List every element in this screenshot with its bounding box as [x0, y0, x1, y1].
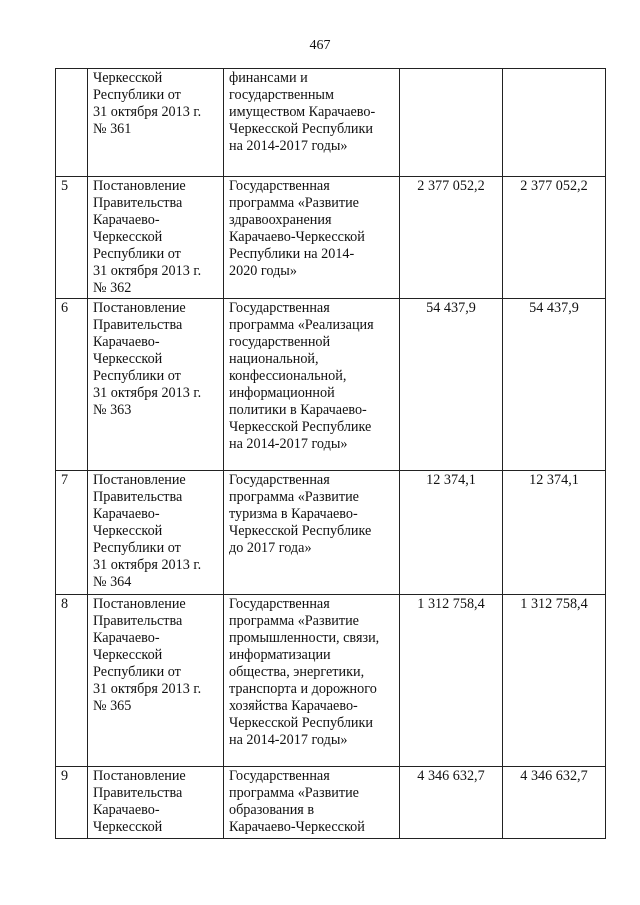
row-number-cell: 9: [56, 767, 88, 839]
legal-act-line: Карачаево-: [93, 212, 160, 228]
program-line: национальной,: [229, 351, 319, 367]
legal-act-line: Правительства: [93, 613, 183, 629]
page-number: 467: [309, 38, 331, 53]
program-cell: [224, 299, 400, 471]
program-line: Черкесской Республики: [229, 121, 373, 137]
legal-act-cell: [88, 299, 224, 471]
program-line: государственной: [229, 334, 331, 350]
legal-act-line: Постановление: [93, 472, 186, 488]
program-line: информационной: [229, 385, 335, 401]
amount-cell: 2 377 052,2: [503, 177, 606, 299]
legal-act-line: № 361: [93, 121, 132, 137]
program-cell: [224, 177, 400, 299]
program-line: Черкесской Республике: [229, 523, 372, 539]
legal-act-line: Правительства: [93, 195, 183, 211]
program-line: хозяйства Карачаево-: [229, 698, 358, 714]
legal-act-cell: [88, 595, 224, 767]
table-row: [56, 69, 606, 177]
amount-cell: 1 312 758,4: [503, 595, 606, 767]
legal-act-line: Черкесской: [93, 523, 163, 539]
program-line: промышленности, связи,: [229, 630, 380, 646]
program-cell: [224, 595, 400, 767]
program-line: на 2014-2017 годы»: [229, 732, 348, 748]
amount-cell: 12 374,1: [400, 471, 503, 595]
legal-act-line: Республики от: [93, 540, 181, 556]
legal-act-cell: [88, 767, 224, 839]
program-line: информатизации: [229, 647, 331, 663]
legal-act-line: 31 октября 2013 г.: [93, 557, 202, 573]
legal-act-cell: [88, 471, 224, 595]
program-cell: [224, 767, 400, 839]
table-row: [56, 177, 606, 299]
legal-act-line: Черкесской: [93, 70, 163, 86]
amount-cell: [400, 69, 503, 177]
legal-act-line: Карачаево-: [93, 506, 160, 522]
legal-act-line: Правительства: [93, 317, 183, 333]
legal-act-line: 31 октября 2013 г.: [93, 104, 202, 120]
table-body: [56, 69, 606, 839]
program-line: до 2017 года»: [229, 540, 312, 556]
legal-act-line: Республики от: [93, 368, 181, 384]
legal-act-line: Черкесской: [93, 351, 163, 367]
amount-cell: 54 437,9: [400, 299, 503, 471]
program-line: политики в Карачаево-: [229, 402, 367, 418]
legal-act-line: Постановление: [93, 300, 186, 316]
legal-act-line: Правительства: [93, 785, 183, 801]
program-line: Государственная: [229, 596, 330, 612]
program-line: здравоохранения: [229, 212, 332, 228]
program-line: общества, энергетики,: [229, 664, 365, 680]
amount-cell: 1 312 758,4: [400, 595, 503, 767]
legal-act-cell: [88, 177, 224, 299]
program-line: Государственная: [229, 768, 330, 784]
row-number-cell: 6: [56, 299, 88, 471]
legal-act-line: № 362: [93, 280, 132, 296]
legal-act-line: Правительства: [93, 489, 183, 505]
amount-cell: [503, 69, 606, 177]
legal-act-line: Постановление: [93, 596, 186, 612]
program-cell: [224, 471, 400, 595]
amount-cell: 4 346 632,7: [400, 767, 503, 839]
legal-act-cell: [88, 69, 224, 177]
legal-act-line: Черкесской: [93, 647, 163, 663]
program-line: Черкесской Республики: [229, 715, 373, 731]
row-number-cell: 5: [56, 177, 88, 299]
program-line: туризма в Карачаево-: [229, 506, 358, 522]
legal-act-line: № 364: [93, 574, 132, 590]
table-row: [56, 471, 606, 595]
amount-cell: 2 377 052,2: [400, 177, 503, 299]
program-line: транспорта и дорожного: [229, 681, 377, 697]
legal-act-line: Карачаево-: [93, 630, 160, 646]
row-number-cell: 8: [56, 595, 88, 767]
program-cell: [224, 69, 400, 177]
legal-act-line: № 365: [93, 698, 132, 714]
legal-act-line: Черкесской: [93, 229, 163, 245]
program-line: Государственная: [229, 178, 330, 194]
program-line: образования в: [229, 802, 315, 818]
amount-cell: 54 437,9: [503, 299, 606, 471]
table-row: [56, 299, 606, 471]
programs-table: [55, 68, 606, 839]
program-line: Карачаево-Черкесской: [229, 819, 365, 835]
program-line: программа «Развитие: [229, 785, 359, 801]
legal-act-line: Республики от: [93, 246, 181, 262]
legal-act-line: 31 октября 2013 г.: [93, 681, 202, 697]
program-line: программа «Реализация: [229, 317, 374, 333]
program-line: 2020 годы»: [229, 263, 297, 279]
legal-act-line: Республики от: [93, 87, 181, 103]
row-number-cell: [56, 69, 88, 177]
table-row: [56, 595, 606, 767]
legal-act-line: Карачаево-: [93, 334, 160, 350]
legal-act-line: Постановление: [93, 178, 186, 194]
table-row: [56, 767, 606, 839]
program-line: на 2014-2017 годы»: [229, 138, 348, 154]
program-line: конфессиональной,: [229, 368, 347, 384]
program-line: Республики на 2014-: [229, 246, 355, 262]
program-line: Государственная: [229, 472, 330, 488]
amount-cell: 4 346 632,7: [503, 767, 606, 839]
legal-act-line: Республики от: [93, 664, 181, 680]
program-line: Черкесской Республике: [229, 419, 372, 435]
legal-act-line: Постановление: [93, 768, 186, 784]
program-line: на 2014-2017 годы»: [229, 436, 348, 452]
program-line: Карачаево-Черкесской: [229, 229, 365, 245]
legal-act-line: Карачаево-: [93, 802, 160, 818]
program-line: Государственная: [229, 300, 330, 316]
program-line: программа «Развитие: [229, 195, 359, 211]
program-line: имуществом Карачаево-: [229, 104, 376, 120]
program-line: программа «Развитие: [229, 613, 359, 629]
legal-act-line: 31 октября 2013 г.: [93, 263, 202, 279]
legal-act-line: 31 октября 2013 г.: [93, 385, 202, 401]
amount-cell: 12 374,1: [503, 471, 606, 595]
program-line: государственным: [229, 87, 334, 103]
legal-act-line: № 363: [93, 402, 132, 418]
row-number-cell: 7: [56, 471, 88, 595]
program-line: программа «Развитие: [229, 489, 359, 505]
legal-act-line: Черкесской: [93, 819, 163, 835]
program-line: финансами и: [229, 70, 308, 86]
